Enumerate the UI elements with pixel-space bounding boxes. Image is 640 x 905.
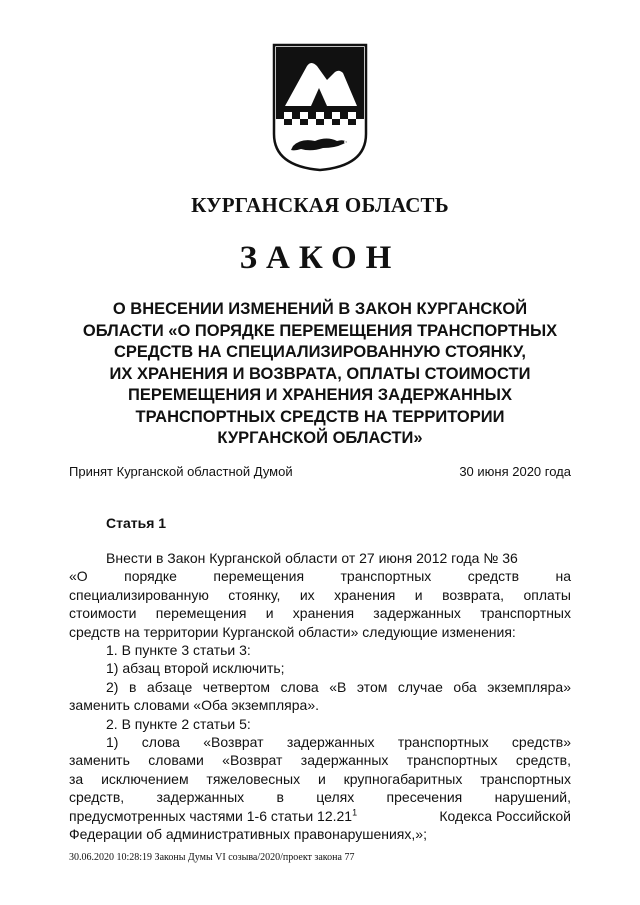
body-line: средств на территории Курганской области» следующие изменения: [69, 623, 516, 640]
body-line: за исключением тяжеловесных и крупногабаритных транспортных [69, 770, 571, 787]
body-line: 1) слова «Возврат задержанных транспортных средств» [106, 734, 571, 751]
adopted-by: Принят Курганской областной Думой [69, 464, 293, 479]
coat-of-arms-emblem [271, 42, 369, 172]
title-line: ОБЛАСТИ «О ПОРЯДКЕ ПЕРЕМЕЩЕНИЯ ТРАНСПОРТНЫХ [82, 321, 558, 340]
title-line: СРЕДСТВ НА СПЕЦИАЛИЗИРОВАННУЮ СТОЯНКУ, [114, 343, 526, 361]
coat-of-arms-icon [271, 42, 369, 172]
body-line-part: Кодекса Российской [439, 807, 571, 824]
body-line-with-sup [69, 807, 571, 825]
region-name: КУРГАНСКАЯ ОБЛАСТЬ [191, 193, 449, 217]
body-line: 1. В пункте 3 статьи 3: [106, 642, 251, 659]
body-text: предусмотренных частями 1-6 статьи 12.21 [69, 807, 353, 824]
body-line: Внести в Закон Курганской области от 27 июня 2012 года № 36 [106, 550, 518, 566]
body-line: «О порядке перемещения транспортных средств на [69, 568, 571, 585]
document-type: ЗАКОН [239, 240, 401, 276]
article-heading: Статья 1 [106, 515, 167, 531]
body-line: 2) в абзаце четвертом слова «В этом случае оба экземпляра» [106, 678, 571, 695]
article-body [69, 549, 571, 844]
superscript: 1 [352, 807, 358, 818]
adoption-date: 30 июня 2020 года [459, 464, 571, 479]
body-line-part [69, 807, 357, 825]
body-line: заменить словами «Возврат задержанных транспортных средств, [69, 752, 571, 769]
law-title [60, 299, 580, 450]
body-line: 1) абзац второй исключить; [106, 660, 285, 677]
body-line: средств, задержанных в целях пресечения нарушений, [69, 789, 571, 806]
adoption-line [69, 464, 571, 479]
body-line: заменить словами «Оба экземпляра». [69, 697, 320, 714]
body-line: специализированную стоянку, их хранения и возврата, оплаты [69, 586, 571, 603]
title-line: ИХ ХРАНЕНИЯ И ВОЗВРАТА, ОПЛАТЫ СТОИМОСТИ [109, 364, 531, 383]
footer-stamp: 30.06.2020 10:28:19 Законы Думы VI созыва/2020/проект закона 77 [69, 852, 355, 863]
title-line: ТРАНСПОРТНЫХ СРЕДСТВ НА ТЕРРИТОРИИ [135, 407, 505, 426]
title-line: КУРГАНСКОЙ ОБЛАСТИ» [217, 429, 423, 447]
body-line: 2. В пункте 2 статьи 5: [106, 715, 251, 732]
body-line: стоимости перемещения и хранения задержанных транспортных [69, 605, 571, 622]
title-line: О ВНЕСЕНИИ ИЗМЕНЕНИЙ В ЗАКОН КУРГАНСКОЙ [112, 300, 528, 318]
title-line: ПЕРЕМЕЩЕНИЯ И ХРАНЕНИЯ ЗАДЕРЖАННЫХ [128, 386, 512, 404]
body-line: Федерации об административных правонарушениях,»; [69, 826, 427, 843]
